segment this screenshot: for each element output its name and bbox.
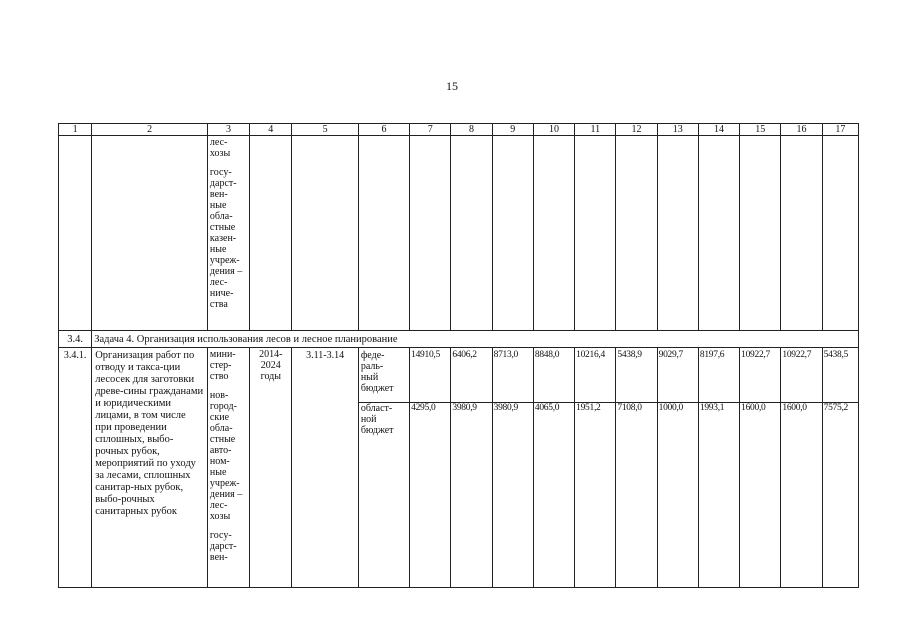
federal-value: 8848,0	[534, 350, 560, 360]
continuation-cell-8	[451, 136, 492, 331]
funding-col-7	[410, 348, 451, 588]
header-col-11: 11	[575, 124, 616, 136]
federal-value: 8713,0	[493, 350, 518, 360]
executor-text-leskhozy: лес- хозы	[209, 137, 231, 159]
regional-value: 1951,2	[576, 403, 601, 413]
regional-value: 1600,0	[782, 403, 807, 413]
continuation-cell-2	[92, 136, 208, 331]
continuation-cell-17	[822, 136, 858, 331]
funding-col-12	[616, 348, 657, 588]
header-col-15: 15	[740, 124, 781, 136]
continuation-cell-4	[250, 136, 292, 331]
program-table-wrapper	[58, 123, 859, 588]
federal-value: 10216,4	[576, 350, 605, 360]
task-title: Задача 4. Организация использования лесов и лесное планирование	[92, 331, 859, 348]
funding-col-15	[740, 348, 781, 588]
federal-value: 9029,7	[658, 350, 683, 360]
header-col-7: 7	[410, 124, 451, 136]
header-col-3: 3	[207, 124, 249, 136]
regional-value: 1000,0	[658, 403, 683, 413]
header-col-2: 2	[92, 124, 208, 136]
continuation-cell-1	[59, 136, 92, 331]
header-col-14: 14	[698, 124, 739, 136]
regional-value: 1993,1	[699, 403, 725, 413]
item-period: 2014- 2024 годы	[250, 348, 292, 588]
continuation-cell-15	[740, 136, 781, 331]
continuation-cell-11	[575, 136, 616, 331]
continuation-cell-5	[292, 136, 358, 331]
funding-source-federal: феде- раль- ный бюджет	[360, 350, 394, 394]
page-number: 15	[446, 79, 458, 93]
federal-value: 14910,5	[411, 350, 440, 360]
header-col-9: 9	[492, 124, 533, 136]
task-number: 3.4.	[59, 331, 92, 348]
continuation-cell-12	[616, 136, 657, 331]
task-row	[59, 331, 859, 348]
funding-col-11	[575, 348, 616, 588]
header-col-16: 16	[781, 124, 822, 136]
regional-value: 7575,2	[823, 403, 848, 413]
federal-value: 8197,6	[699, 350, 725, 360]
program-table	[58, 123, 859, 588]
federal-value: 5438,9	[617, 350, 642, 360]
funding-source-regional: област- ной бюджет	[360, 403, 394, 436]
continuation-cell-13	[657, 136, 698, 331]
federal-value: 10922,7	[782, 350, 812, 360]
header-col-12: 12	[616, 124, 657, 136]
executor-text-autonomous: нов- город- ские обла- стные авто- ном- ные учреж- дения – лес- хозы	[209, 390, 243, 522]
funding-source-cell	[358, 348, 409, 588]
funding-col-17	[822, 348, 858, 588]
federal-value: 6406,2	[452, 350, 477, 360]
header-col-1: 1	[59, 124, 92, 136]
funding-col-9	[492, 348, 533, 588]
continuation-cell-6	[358, 136, 409, 331]
executor-text-state: госу- дарст- вен-	[209, 530, 237, 563]
regional-value: 7108,0	[617, 403, 642, 413]
item-indicators: 3.11-3.14	[292, 348, 358, 588]
continuation-row	[59, 136, 859, 331]
header-col-5: 5	[292, 124, 358, 136]
funding-col-8	[451, 348, 492, 588]
item-name: Организация работ по отводу и такса-ции лесосек для заготовки древе-сины гражданами и юридическими лицами, в том числе при проведении сплошных, выбо-рочных рубок, мероприятий по уходу за лесами, сплошных санитар-ных рубок, выбо-рочных санитарных рубок	[92, 348, 208, 588]
continuation-executor-cell	[207, 136, 249, 331]
funding-col-16	[781, 348, 822, 588]
executor-text-ministry: мини- стер- ство	[209, 349, 236, 382]
header-col-8: 8	[451, 124, 492, 136]
header-col-17: 17	[822, 124, 858, 136]
continuation-cell-10	[533, 136, 574, 331]
header-col-13: 13	[657, 124, 698, 136]
funding-col-13	[657, 348, 698, 588]
federal-value: 5438,5	[823, 350, 848, 360]
item-row	[59, 348, 859, 588]
regional-value: 1600,0	[741, 403, 766, 413]
regional-value: 3980,9	[452, 403, 477, 413]
regional-value: 4065,0	[534, 403, 560, 413]
continuation-cell-16	[781, 136, 822, 331]
funding-col-10	[533, 348, 574, 588]
funding-col-14	[698, 348, 739, 588]
regional-value: 3980,9	[493, 403, 518, 413]
executor-text-lesnichestva: госу- дарст- вен- ные обла- стные казен- ные учреж- дения – лес- ниче- ства	[209, 167, 243, 310]
header-col-6: 6	[358, 124, 409, 136]
continuation-cell-9	[492, 136, 533, 331]
header-col-4: 4	[250, 124, 292, 136]
continuation-cell-7	[410, 136, 451, 331]
item-executor-cell	[207, 348, 249, 588]
federal-value: 10922,7	[741, 350, 770, 360]
header-col-10: 10	[533, 124, 574, 136]
item-number: 3.4.1.	[59, 348, 92, 588]
header-row	[59, 124, 859, 136]
continuation-cell-14	[698, 136, 739, 331]
regional-value: 4295,0	[411, 403, 436, 413]
